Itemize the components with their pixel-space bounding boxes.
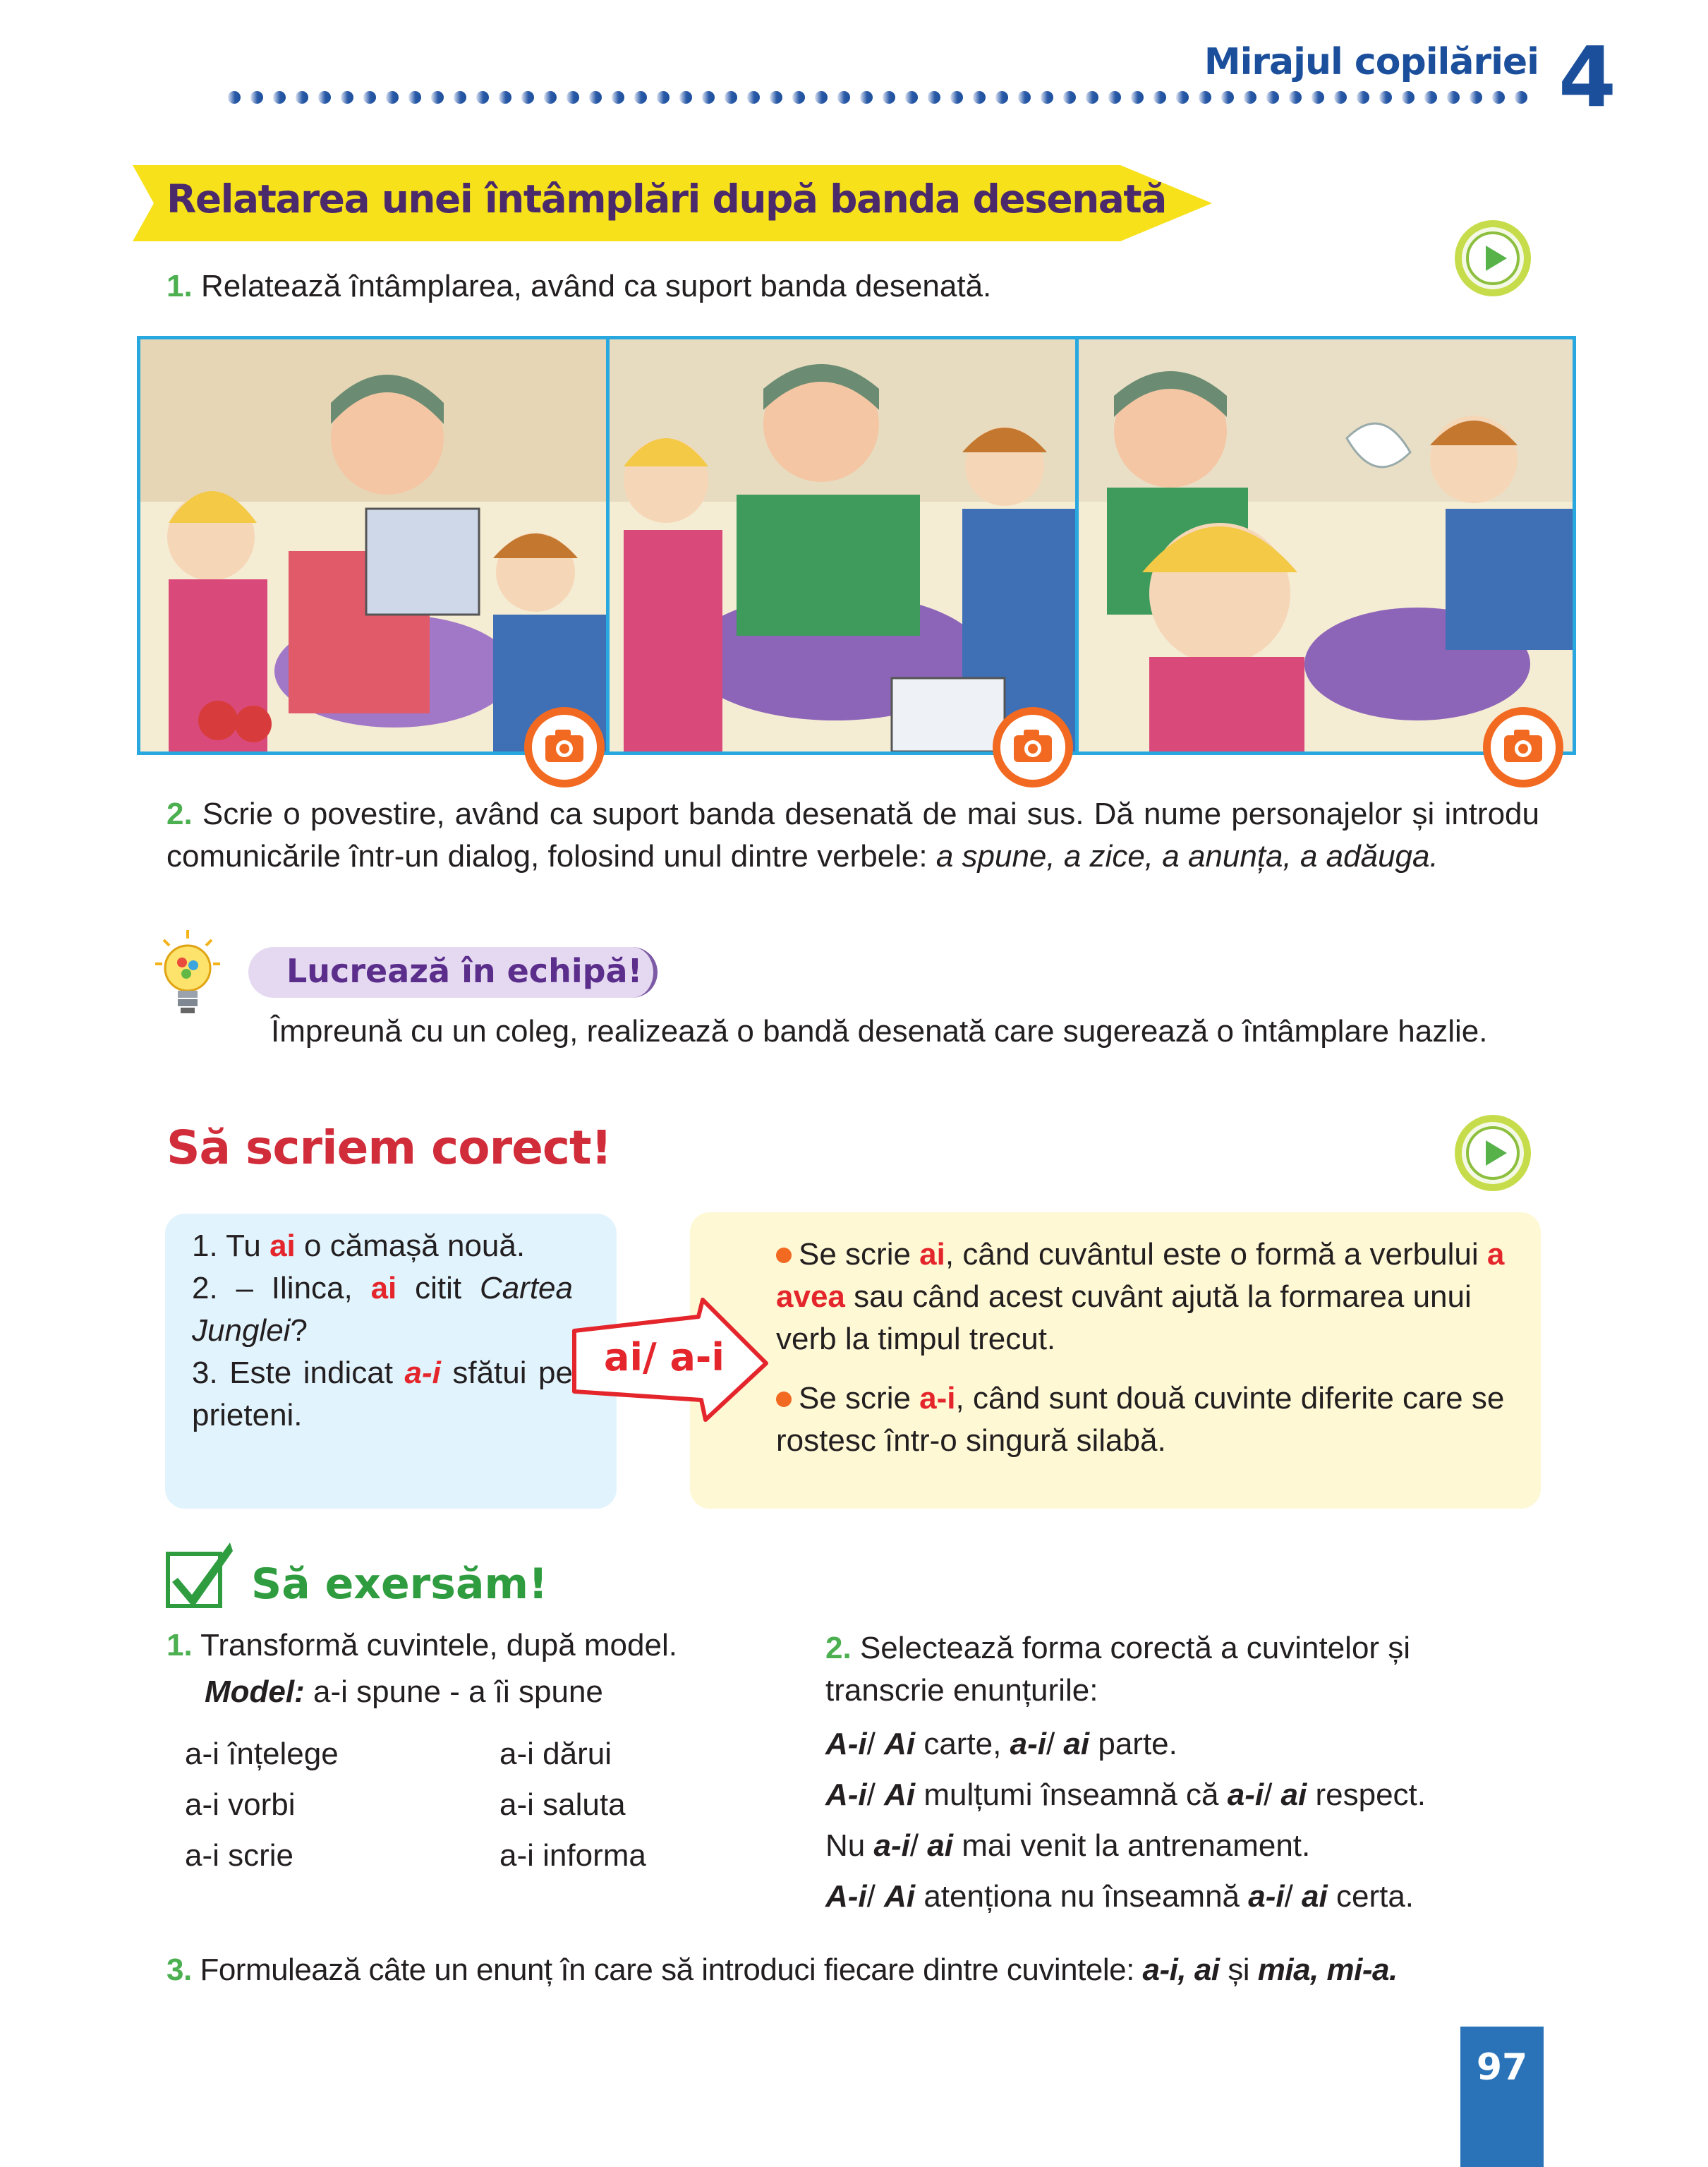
comic-strip — [137, 336, 1576, 755]
sentence-4: A-i/ Ai atenționa nu înseamnă a-i/ ai certa. — [825, 1879, 1415, 1914]
exercise-1-column-2 — [499, 1729, 646, 1881]
rule-1: Se scrie ai, când cuvântul este o formă a verbului a avea sau când acest cuvânt ajută la formarea unui verb la timpul trecut. — [776, 1237, 1505, 1356]
teamwork-label: Lucrează în echipă! — [286, 952, 643, 990]
exercise-3: 3. Formulează câte un enunț în care să introduci fiecare dintre cuvintele: a-i, ai și mia, mi-a. — [166, 1952, 1398, 1987]
exercise-1-model: Model: a-i spune - a îi spune — [205, 1674, 603, 1709]
section-title: Să exersăm! — [251, 1559, 548, 1609]
sentence-3: Nu a-i/ ai mai venit la antrenament. — [825, 1828, 1311, 1863]
task-text: Relatează întâmplarea, având ca suport banda desenată. — [200, 269, 992, 303]
list-item: a-i dărui — [499, 1737, 612, 1771]
camera-icon[interactable] — [991, 706, 1074, 789]
example-3: 3. Este indicat a-i sfătui pe prieteni. — [192, 1356, 573, 1432]
exercise-2-instruction: 2. Selectează forma corectă a cuvintelor și transcrie enunțurile: — [825, 1631, 1411, 1708]
comic-panel-3 — [1079, 339, 1573, 751]
list-item: a-i vorbi — [185, 1787, 296, 1822]
checkbox-icon — [165, 1538, 236, 1612]
section-title: Să scriem corect! — [166, 1121, 612, 1175]
list-item: a-i scrie — [185, 1838, 294, 1873]
arrow-label: ai/ a-i — [604, 1335, 725, 1380]
exercise-2-sentences — [825, 1719, 1538, 1922]
example-1: 1. Tu ai o cămașă nouă. — [192, 1229, 526, 1263]
example-2: 2. – Ilinca, ai citit Cartea Junglei? — [192, 1271, 574, 1348]
teamwork-text: Împreună cu un coleg, realizează o bandă desenată care sugerează o întâmplare hazlie. — [271, 1014, 1488, 1049]
lightbulb-icon — [154, 929, 222, 1020]
play-audio-icon[interactable] — [1453, 1113, 1532, 1193]
chapter-title: Mirajul copilăriei — [1204, 41, 1539, 83]
bullet-icon — [776, 1248, 792, 1263]
task-2 — [166, 793, 1539, 878]
comic-panel-1 — [140, 339, 606, 751]
task-number: 2. — [166, 797, 193, 831]
section-title: Relatarea unei întâmplări după banda desenată — [166, 176, 1166, 222]
rule-2: Se scrie a-i, când sunt două cuvinte diferite care se rostesc într-o singură silabă. — [776, 1381, 1505, 1458]
play-audio-icon[interactable] — [1453, 219, 1532, 298]
sentence-2: A-i/ Ai mulțumi înseamnă că a-i/ ai respect. — [825, 1777, 1426, 1812]
task-number: 1. — [166, 269, 193, 303]
task-verbs: a spune, a zice, a anunța, a adăuga. — [935, 839, 1439, 874]
dotted-header-line — [226, 89, 1538, 106]
bullet-icon — [776, 1392, 792, 1407]
examples-text — [192, 1225, 573, 1437]
list-item: a-i înțelege — [185, 1737, 339, 1771]
camera-icon[interactable] — [1482, 706, 1565, 789]
list-item: a-i saluta — [499, 1787, 626, 1822]
exercise-1-instruction: 1. Transformă cuvintele, după model. — [166, 1628, 677, 1662]
task-1 — [166, 265, 991, 308]
exercise-1-column-1 — [185, 1729, 339, 1881]
chapter-number: 4 — [1558, 28, 1616, 126]
camera-icon[interactable] — [523, 706, 606, 789]
page-number: 97 — [1476, 2046, 1528, 2089]
comic-panel-2 — [610, 339, 1075, 751]
list-item: a-i informa — [499, 1838, 646, 1873]
sentence-1: A-i/ Ai carte, a-i/ ai parte. — [825, 1727, 1177, 1761]
task-text: Scrie o povestire, având ca suport banda desenată de mai sus. Dă nume personajelor și introdu comunicările într-un dialog, folosind unul dintre verbele: — [166, 797, 1539, 874]
